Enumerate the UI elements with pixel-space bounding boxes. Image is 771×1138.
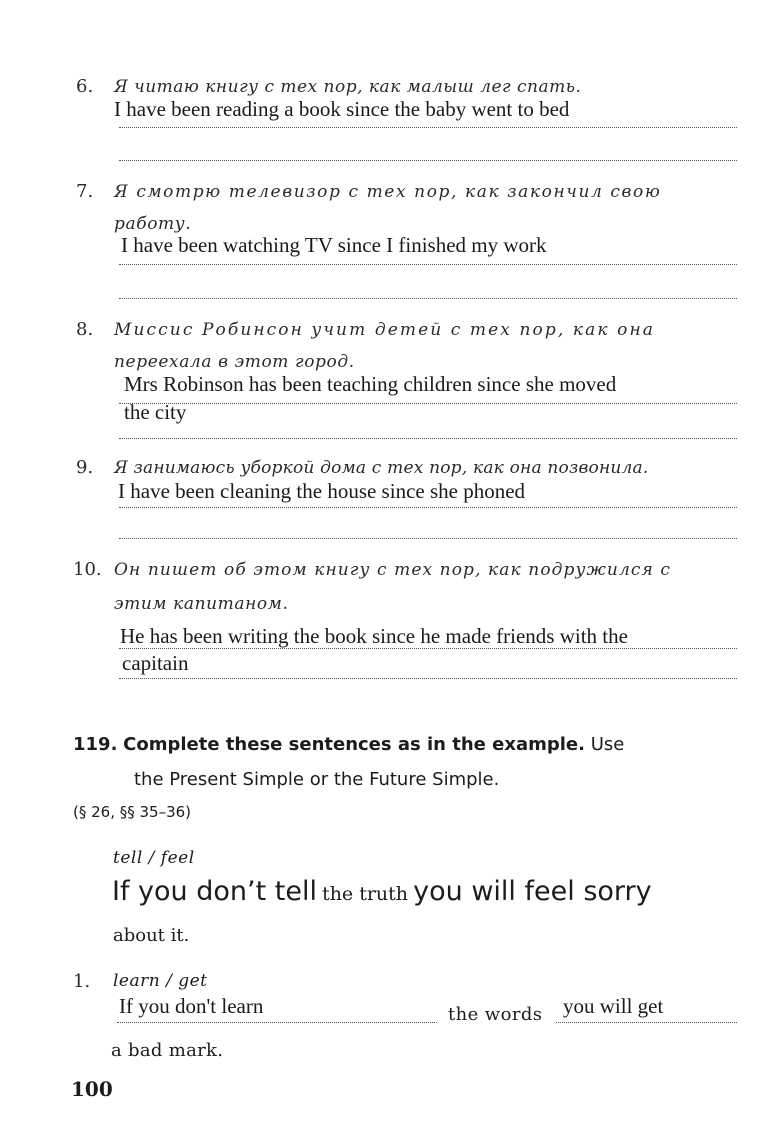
item-6-answer[interactable]: I have been reading a book since the baby went to bed [114,97,570,121]
item-6-russian: Я читаю книгу с тех пор, как малыш лег спать. [114,77,582,97]
example-ending: about it. [113,925,190,946]
exercise-title: Complete these sentences as in the example. [123,734,585,755]
exercise-number: 119. [73,734,118,755]
item-7-number: 7. [76,181,94,202]
example-part-2: the truth [322,883,409,905]
item-6-number: 6. [76,76,94,97]
item-8-russian-line-1: Миссис Робинсон учит детей с тех пор, как она [114,320,655,340]
example-part-1: If you don’t tell [112,876,317,907]
item-7-russian-line-1: Я смотрю телевизор с тех пор, как закончил свою [114,182,662,202]
exercise-reference: (§ 26, §§ 35–36) [73,803,192,821]
item-8-answer-dotline-1 [119,403,737,404]
item-6-answer-line-2 [119,160,737,161]
item-8-answer-dotline-2 [119,438,737,439]
item-10-answer-line-2[interactable]: capitain [122,651,189,675]
item-10-number: 10. [73,559,102,580]
exercise-title-rest: Use [590,734,625,755]
task-1-ending: a bad mark. [111,1040,224,1061]
task-1-answer-1-line [117,1022,437,1023]
exercise-title-line-2: the Present Simple or the Future Simple. [134,769,500,790]
item-10-russian-line-1: Он пишет об этом книгу с тех пор, как подружился с [114,560,671,580]
item-10-answer-line-1[interactable]: He has been writing the book since he made friends with the [120,624,628,648]
item-8-russian-line-2: переехала в этот город. [114,352,355,372]
item-10-answer-dotline-2 [119,678,737,679]
item-7-answer-line-2 [119,298,737,299]
item-9-answer-line-1 [119,507,737,508]
item-8-answer-line-1[interactable]: Mrs Robinson has been teaching children since she moved [124,372,617,396]
task-1-middle: the words [448,1004,543,1025]
task-1-answer-2-line [556,1022,737,1023]
task-1-answer-1[interactable]: If you don't learn [119,994,264,1018]
item-9-russian: Я занимаюсь уборкой дома с тех пор, как она позвонила. [114,458,649,478]
task-1-verbs: learn / get [113,971,208,991]
page-number: 100 [71,1077,113,1101]
task-1-answer-2[interactable]: you will get [563,994,664,1018]
item-10-russian-line-2: этим капитаном. [114,594,289,614]
item-9-answer-line-2 [119,538,737,539]
item-6-answer-line-1 [119,127,737,128]
exercise-heading [73,734,624,755]
item-9-number: 9. [76,457,94,478]
item-7-answer[interactable]: I have been watching TV since I finished my work [121,233,547,257]
example-part-3: you will feel sorry [413,876,652,907]
item-7-answer-line-1 [119,264,737,265]
item-8-number: 8. [76,319,94,340]
item-9-answer[interactable]: I have been cleaning the house since she phoned [118,479,526,503]
item-8-answer-line-2[interactable]: the city [124,400,187,424]
item-10-answer-dotline-1 [119,648,737,649]
example-verbs: tell / feel [113,848,195,868]
item-7-russian-line-2: работу. [114,214,192,234]
task-1-number: 1. [73,971,91,992]
example-sentence [112,876,652,907]
